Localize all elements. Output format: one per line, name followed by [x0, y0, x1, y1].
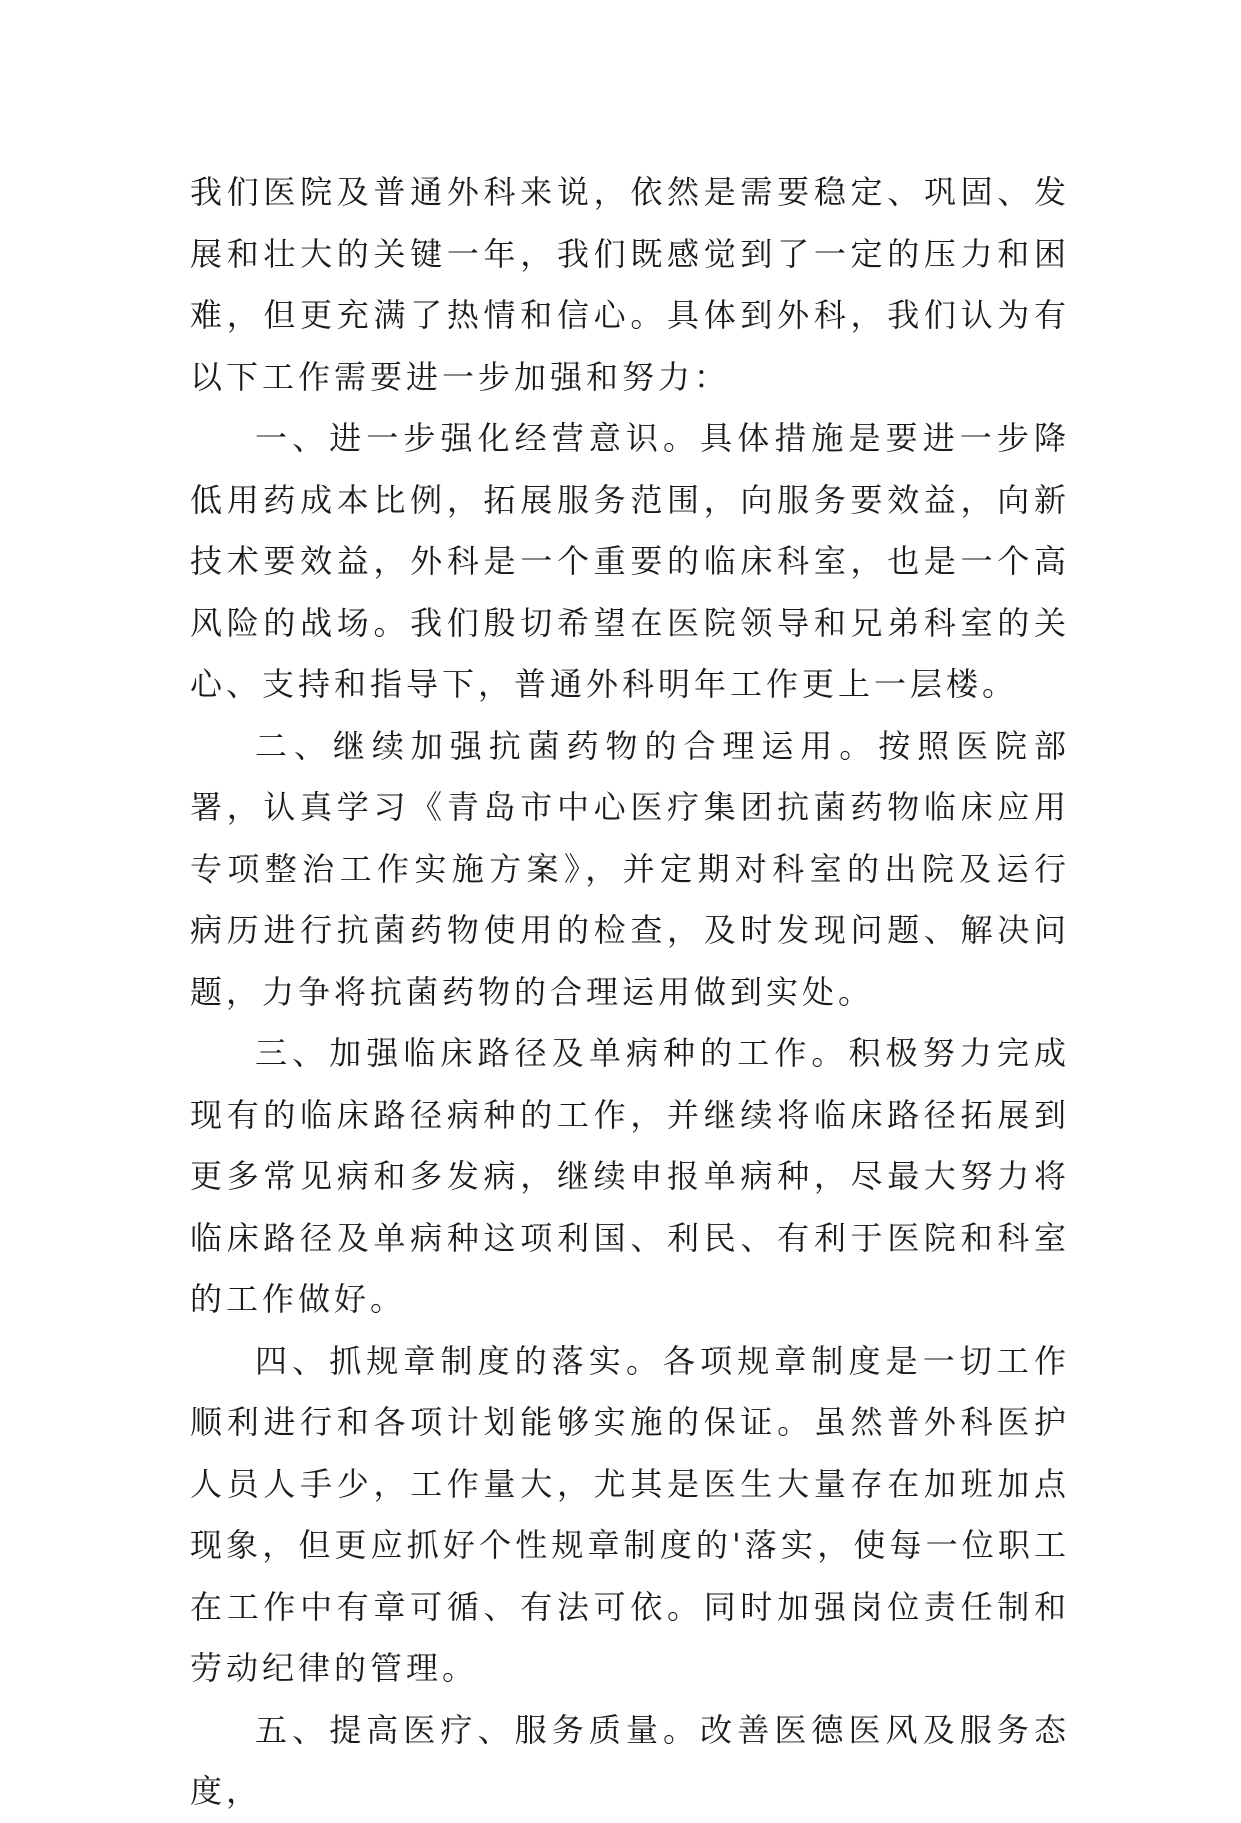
paragraph-intro: 我们医院及普通外科来说，依然是需要稳定、巩固、发展和壮大的关键一年，我们既感觉到了一定的压力和困难，但更充满了热情和信心。具体到外科，我们认为有以下工作需要进一步加强和努力：: [190, 173, 1070, 396]
paragraph-item-2: 二、继续加强抗菌药物的合理运用。按照医院部署，认真学习《青岛市中心医疗集团抗菌药物临床应用专项整治工作实施方案》，并定期对科室的出院及运行病历进行抗菌药物使用的检查，及时发现问题、解决问题，力争将抗菌药物的合理运用做到实处。: [190, 726, 1070, 1011]
paragraph-item-4: 四、抓规章制度的落实。各项规章制度是一切工作顺利进行和各项计划能够实施的保证。虽然普外科医护人员人手少，工作量大，尤其是医生大量存在加班加点现象，但更应抓好个性规章制度的'落实，使每一位职工在工作中有章可循、有法可依。同时加强岗位责任制和劳动纪律的管理。: [190, 1341, 1070, 1687]
paragraph-item-1: 一、进一步强化经营意识。具体措施是要进一步降低用药成本比例，拓展服务范围，向服务要效益，向新技术要效益，外科是一个重要的临床科室，也是一个高风险的战场。我们殷切希望在医院领导和兄弟科室的关心、支持和指导下，普通外科明年工作更上一层楼。: [190, 419, 1070, 703]
paragraph-item-5: 五、提高医疗、服务质量。改善医德医风及服务态度，: [190, 1710, 1070, 1810]
document-body: [190, 162, 1070, 1823]
paragraph-item-3: 三、加强临床路径及单病种的工作。积极努力完成现有的临床路径病种的工作，并继续将临床路径拓展到更多常见病和多发病，继续申报单病种，尽最大努力将临床路径及单病种这项利国、利民、有利于医院和科室的工作做好。: [190, 1034, 1070, 1318]
